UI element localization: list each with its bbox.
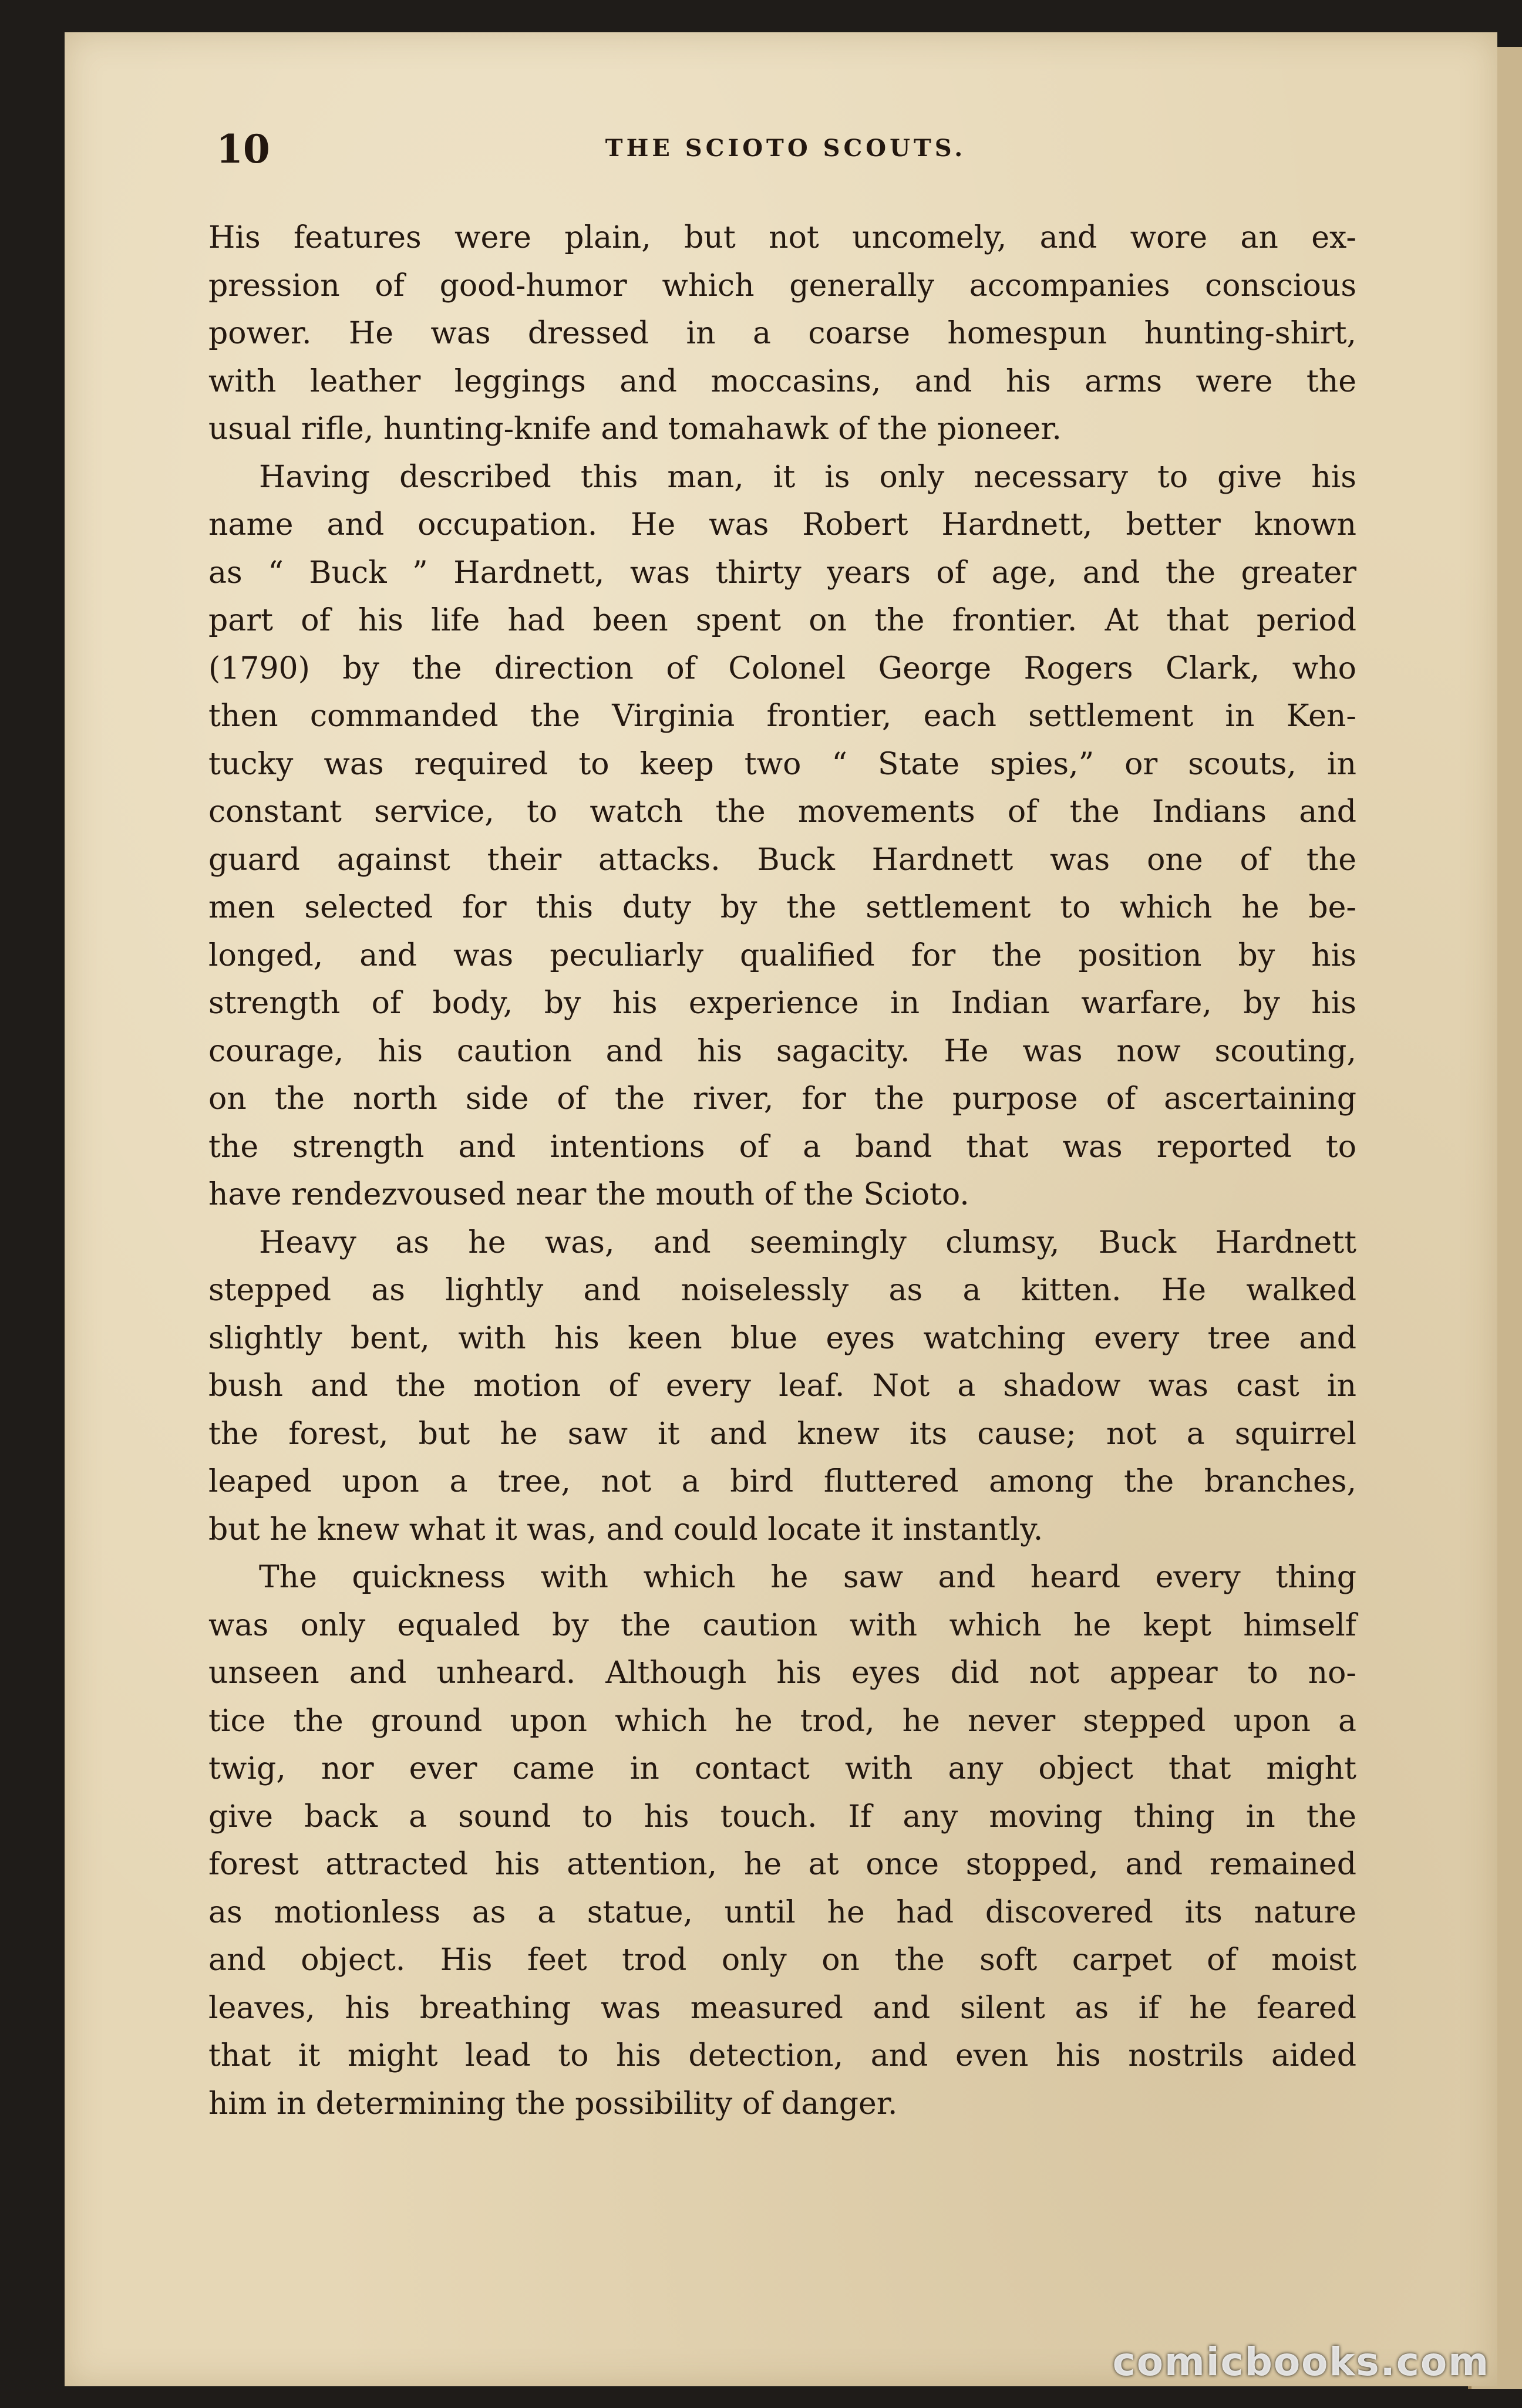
text-line: twig, nor ever came in contact with any object that might bbox=[208, 1751, 1356, 1786]
text-line: with leather leggings and moccasins, and his arms were the bbox=[208, 363, 1356, 399]
text-line: strength of body, by his experience in Indian warfare, by his bbox=[208, 986, 1356, 1021]
body-text bbox=[208, 214, 1356, 2128]
text-line: the strength and intentions of a band that was reported to bbox=[208, 1129, 1356, 1165]
text-line: unseen and unheard. Although his eyes did not appear to no- bbox=[208, 1655, 1356, 1691]
text-line: slightly bent, with his keen blue eyes watching every tree and bbox=[208, 1320, 1356, 1356]
text-line: longed, and was peculiarly qualified for the position by his bbox=[208, 937, 1356, 973]
text-line: tucky was required to keep two “ State spies,” or scouts, in bbox=[208, 746, 1356, 782]
text-line: as “ Buck ” Hardnett, was thirty years of age, and the greater bbox=[208, 555, 1356, 591]
text-line: the forest, but he saw it and knew its cause; not a squirrel bbox=[208, 1416, 1356, 1452]
text-line: forest attracted his attention, he at once stopped, and remained bbox=[208, 1847, 1356, 1882]
watermark: comicbooks.com bbox=[1112, 2339, 1490, 2385]
text-line: name and occupation. He was Robert Hardnett, better known bbox=[208, 507, 1356, 542]
page-number: 10 bbox=[216, 126, 270, 172]
text-line: leaves, his breathing was measured and silent as if he feared bbox=[208, 1990, 1356, 2026]
text-line: have rendezvoused near the mouth of the Scioto. bbox=[208, 1177, 969, 1212]
text-line: power. He was dressed in a coarse homespun hunting-shirt, bbox=[208, 316, 1356, 351]
text-line: that it might lead to his detection, and even his nostrils aided bbox=[208, 2038, 1356, 2073]
text-line: part of his life had been spent on the frontier. At that period bbox=[208, 603, 1356, 638]
text-line: Having described this man, it is only necessary to give his bbox=[259, 459, 1356, 495]
text-line: guard against their attacks. Buck Hardnett was one of the bbox=[208, 842, 1356, 878]
text-line: courage, his caution and his sagacity. He was now scouting, bbox=[208, 1033, 1356, 1069]
text-line: stepped as lightly and noiselessly as a kitten. He walked bbox=[208, 1273, 1356, 1308]
page-header bbox=[216, 126, 1355, 179]
text-line: usual rifle, hunting-knife and tomahawk of the pioneer. bbox=[208, 412, 1062, 447]
text-line: pression of good-humor which generally accompanies conscious bbox=[208, 268, 1356, 303]
text-line: on the north side of the river, for the purpose of ascertaining bbox=[208, 1081, 1356, 1117]
text-line: (1790) by the direction of Colonel George Rogers Clark, who bbox=[208, 650, 1356, 686]
text-line: leaped upon a tree, not a bird fluttered among the branches, bbox=[208, 1464, 1356, 1499]
text-line: him in determining the possibility of danger. bbox=[208, 2086, 898, 2122]
running-title: THE SCIOTO SCOUTS. bbox=[605, 134, 967, 162]
text-line: men selected for this duty by the settlement to which he be- bbox=[208, 890, 1356, 925]
text-line: as motionless as a statue, until he had discovered its nature bbox=[208, 1894, 1356, 1930]
text-line: give back a sound to his touch. If any moving thing in the bbox=[208, 1799, 1356, 1834]
text-line: Heavy as he was, and seemingly clumsy, Buck Hardnett bbox=[259, 1225, 1356, 1260]
text-line: tice the ground upon which he trod, he never stepped upon a bbox=[208, 1703, 1356, 1739]
text-line: constant service, to watch the movements of the Indians and bbox=[208, 794, 1356, 829]
text-line: but he knew what it was, and could locate it instantly. bbox=[208, 1512, 1043, 1547]
text-line: His features were plain, but not uncomely, and wore an ex- bbox=[208, 220, 1356, 255]
text-line: then commanded the Virginia frontier, each settlement in Ken- bbox=[208, 699, 1356, 734]
text-line: was only equaled by the caution with which he kept himself bbox=[208, 1607, 1356, 1643]
text-line: The quickness with which he saw and heard every thing bbox=[259, 1560, 1356, 1595]
text-line: and object. His feet trod only on the soft carpet of moist bbox=[208, 1942, 1356, 1978]
text-line: bush and the motion of every leaf. Not a shadow was cast in bbox=[208, 1368, 1356, 1404]
